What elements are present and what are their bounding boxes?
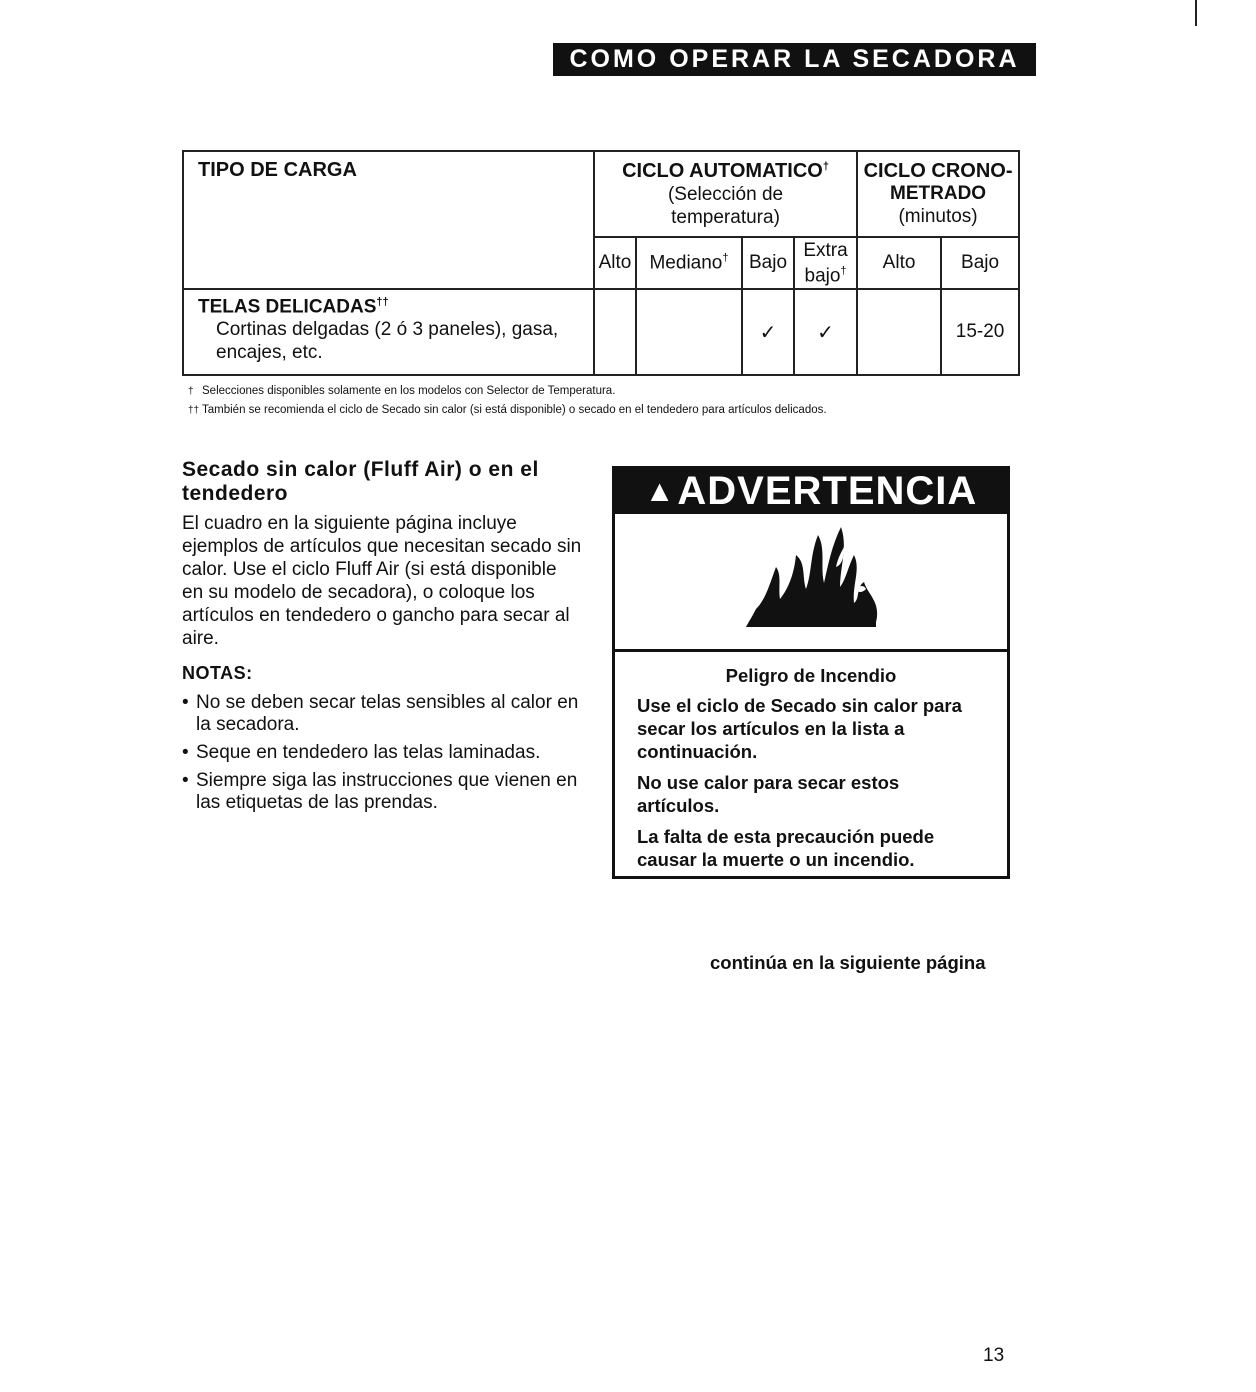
fluff-air-section bbox=[182, 458, 582, 820]
list-item: • Siempre siga las instrucciones que vienen en las etiquetas de las prendas. bbox=[182, 770, 582, 814]
section-banner: COMO OPERAR LA SECADORA bbox=[553, 43, 1036, 76]
checkmark-icon: ✓ bbox=[759, 321, 777, 344]
cell-alto bbox=[594, 289, 636, 375]
row-description: Cortinas delgadas (2 ó 3 paneles), gasa, encajes, etc. bbox=[216, 319, 559, 364]
page-number: 13 bbox=[983, 1345, 1005, 1366]
cell-mediano bbox=[636, 289, 742, 375]
subheader-mediano: Mediano† bbox=[636, 237, 742, 289]
cell-extra-bajo bbox=[794, 289, 857, 375]
header-ciclo-automatico: CICLO AUTOMATICO† (Selección de temperatura) bbox=[594, 151, 857, 237]
checkmark-icon: ✓ bbox=[817, 321, 834, 344]
footnote-2: †† También se recomienda el ciclo de Secado sin calor (si está disponible) o secado en el tendedero para artículos delicados. bbox=[188, 404, 827, 416]
warning-triangle-icon: ▲ bbox=[644, 474, 676, 508]
continue-note: continúa en la siguiente página bbox=[710, 952, 986, 973]
warning-box bbox=[612, 466, 1010, 879]
subheader-extra-bajo: Extra bajo† bbox=[794, 237, 857, 289]
subheader-timed-alto: Alto bbox=[857, 237, 941, 289]
notas-label: NOTAS: bbox=[182, 663, 253, 683]
cell-bajo bbox=[742, 289, 794, 375]
subheader-alto: Alto bbox=[594, 237, 636, 289]
drying-cycle-table bbox=[182, 150, 1020, 376]
flame-icon bbox=[736, 527, 886, 637]
section-title: Secado sin calor (Fluff Air) o en el tendedero bbox=[182, 458, 539, 505]
header-tipo-de-carga: TIPO DE CARGA bbox=[183, 151, 594, 289]
warning-header: ▲ ADVERTENCIA bbox=[615, 469, 1007, 514]
fire-hazard-icon bbox=[615, 514, 1007, 652]
page-edge-mark bbox=[1195, 0, 1197, 26]
warning-line-1: Peligro de Incendio bbox=[725, 665, 897, 686]
notes-list bbox=[182, 692, 582, 814]
footnote-1: † Selecciones disponibles solamente en los modelos con Selector de Temperatura. bbox=[188, 385, 616, 397]
header-ciclo-cronometrado: CICLO CRONO- METRADO (minutos) bbox=[857, 151, 1019, 237]
warning-line-4: La falta de esta precaución puede causar la muerte o un incendio. bbox=[637, 826, 935, 870]
subheader-timed-bajo: Bajo bbox=[941, 237, 1019, 289]
warning-text bbox=[615, 652, 1007, 871]
warning-line-2: Use el ciclo de Secado sin calor para secar los artículos en la lista a continuación. bbox=[637, 695, 962, 762]
list-item: • No se deben secar telas sensibles al calor en la secadora. bbox=[182, 692, 582, 736]
row-telas-delicadas: TELAS DELICADAS†† Cortinas delgadas (2 ó 3 paneles), gasa, encajes, etc. bbox=[183, 289, 594, 375]
list-item: • Seque en tendedero las telas laminadas. bbox=[182, 742, 582, 764]
cell-timed-alto bbox=[857, 289, 941, 375]
subheader-bajo: Bajo bbox=[742, 237, 794, 289]
cell-timed-bajo: 15-20 bbox=[941, 289, 1019, 375]
section-body: El cuadro en la siguiente página incluye ejemplos de artículos que necesitan secado sin calor. Use el ciclo Fluff Air (si está disponible en su modelo de secadora), o coloque los artículos en tendedero o gancho para secar al aire. bbox=[182, 513, 582, 649]
warning-line-3: No use calor para secar estos artículos. bbox=[637, 772, 900, 816]
